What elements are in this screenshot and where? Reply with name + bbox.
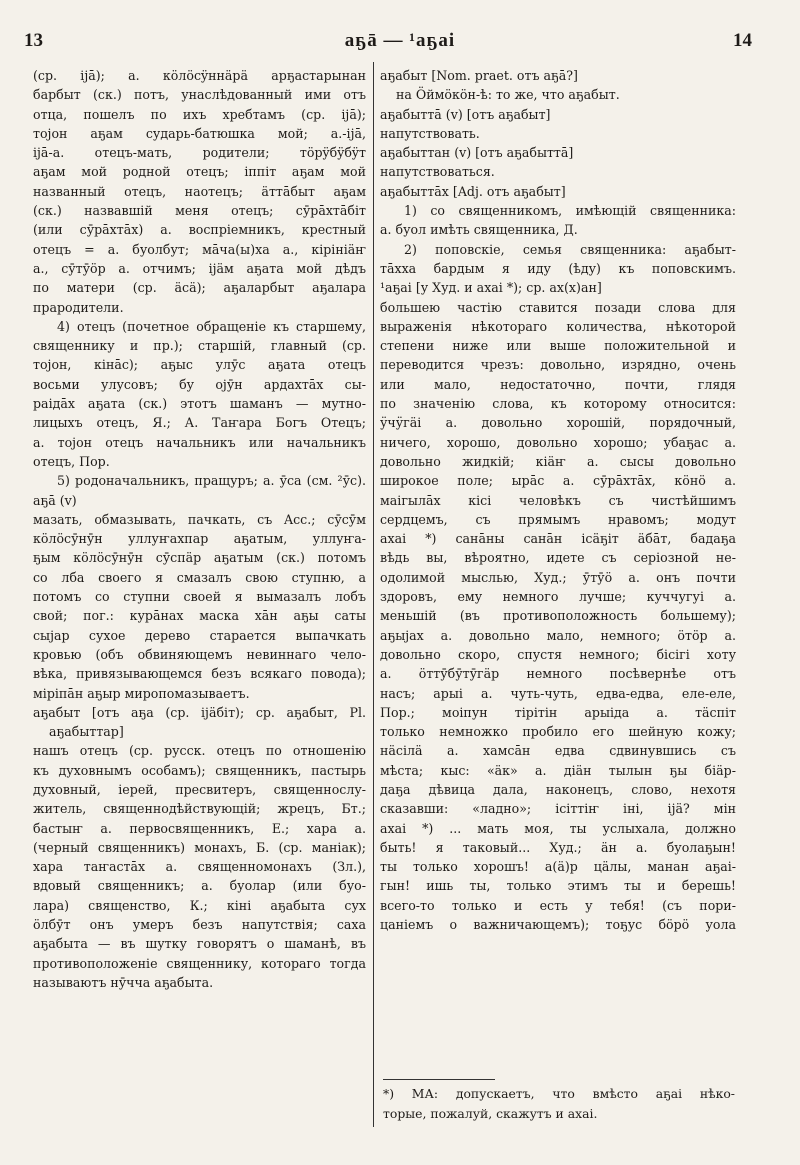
text-line: переводится чрезъ: довольно, изрядно, очень xyxy=(380,357,736,373)
text-line: даҕа дѣвица дала, наконецъ, слово, нехотя xyxy=(380,781,736,797)
text-line: противоположеніе священнику, котораго тогда xyxy=(33,955,366,971)
text-line: степени ниже или выше положительной и xyxy=(380,338,736,354)
text-line: 5) родоначальникъ, пращуръ; а. ӯса (см. ²ӯс). xyxy=(57,473,366,489)
text-line: ӱчӱгäі а. довольно хорошій, порядочный, xyxy=(380,415,736,431)
text-line: а. öттӯбӯтӯгäр немного посѣвернѣе отъ xyxy=(380,666,736,682)
text-line: или мало, недостаточно, почти, глядя xyxy=(380,376,736,392)
text-line: маігылāх кісі человѣкъ съ чистѣйшимъ xyxy=(380,492,736,508)
text-line: хара таҥастāх а. священномонахъ (Зл.), xyxy=(33,859,366,875)
text-line: довольно жидкій; кіäҥ а. сысы довольно xyxy=(380,453,736,469)
text-line: названный отецъ, наотецъ; äттāбыт аҕам xyxy=(33,183,366,199)
text-line: тојон аҕам сударь-батюшка мой; а.-ijā, xyxy=(33,125,366,141)
text-line: мѣста; кыс: «äк» а. діäн тылын ҕы біäр- xyxy=(380,762,736,778)
text-line: аҕам мой родной отецъ; іппіт аҕам мой xyxy=(33,164,366,180)
page-number-left: 13 xyxy=(24,30,43,51)
text-line: житель, священнодѣйствующій; жрецъ, Бт.; xyxy=(33,801,366,817)
text-line: аҕабыта — въ шутку говорятъ о шаманѣ, въ xyxy=(33,936,366,952)
text-line: тојон, кінāс); аҕыс улӯс аҕата отецъ xyxy=(33,357,366,373)
text-line: тāхха бардым я иду (ѣду) къ поповскимъ. xyxy=(380,260,736,276)
text-line: мазать, обмазывать, пачкать, съ Acc.; сӯсӯм xyxy=(33,511,366,527)
text-line: лицыхъ отецъ, Я.; А. Таҥара Богъ Отецъ; xyxy=(33,415,366,431)
text-line: аҕыјах а. довольно мало, немного; öтöр а. xyxy=(380,627,736,643)
text-line: бастыҥ а. первосвященникъ, Е.; хара а. xyxy=(33,820,366,836)
entry-headword-line: аҕабыттāх [Adj. отъ аҕабыт] xyxy=(380,183,566,199)
text-line: отецъ = а. буолбут; мāча(ы)ха а., кірініäҥ xyxy=(33,241,366,257)
text-line: отца, пошелъ по ихъ хребтамъ (ср. ijā); xyxy=(33,106,366,122)
text-line: лара) священство, К.; кіні аҕабыта сух xyxy=(33,897,366,913)
text-line: свой; пог.: курāнах маска хāн аҕы саты xyxy=(33,608,366,624)
entry-headword-line: аҕабыт [отъ аҕа (ср. ijäбіт); ср. аҕабыт, Pl. xyxy=(33,704,366,720)
text-line: *) МА: допускаетъ, что вмѣсто аҕаі нѣко- xyxy=(383,1086,735,1101)
text-line: здоровъ, ему немного лучше; куччугуі а. xyxy=(380,589,736,605)
text-line: одолимой мыслью, Худ.; ӯтӯö а. онъ почти xyxy=(380,569,736,585)
text-line: сердцемъ, съ прямымъ нравомъ; модут xyxy=(380,511,736,527)
text-line: отецъ, Пор. xyxy=(33,453,110,469)
text-line: называютъ нӯчча аҕабыта. xyxy=(33,974,214,990)
text-line: аҕабыттар] xyxy=(49,724,124,740)
text-line: сказавши: «ладно»; ісіттіҥ іні, ijä? мін xyxy=(380,801,736,817)
header-guide-words: аҕā — ¹аҕаі xyxy=(344,30,456,51)
entry-headword-line: аҕабыттан (v) [отъ аҕабыттā] xyxy=(380,145,574,161)
running-header xyxy=(18,30,782,54)
text-line: ахаі *) ... мать моя, ты услыхала, должно xyxy=(380,820,736,836)
text-line: 4) отецъ (почетное обращеніе къ старшему, xyxy=(57,318,366,334)
text-line: ijā-а. отецъ-мать, родители; тöрÿбÿбÿт xyxy=(33,145,366,161)
text-line: 2) поповскіе, семья священника: аҕабыт- xyxy=(404,241,736,257)
text-line: по матери (ср. äсä); аҕаларбыт аҕалара xyxy=(33,280,366,296)
text-line: нашъ отецъ (ср. русск. отецъ по отношенію xyxy=(33,743,366,759)
text-line: 1) со священникомъ, имѣющій священника: xyxy=(404,203,736,219)
text-line: быть! я таковый... Худ.; äн а. буолаҕын! xyxy=(380,839,736,855)
text-line: всего-то только и есть у тебя! (съ пори- xyxy=(380,897,736,913)
text-line: прародители. xyxy=(33,299,124,315)
text-line: міріпāн аҕыр миропомазываетъ. xyxy=(33,685,250,701)
text-line: раідāх аҕата (ск.) этотъ шаманъ — мутно- xyxy=(33,396,366,412)
text-line: ахаі *) санāны санāн ісäҕіт äбāт, бадаҕа xyxy=(380,531,736,547)
text-line: цаніемъ о важничающемъ); тоҕус бöрö уола xyxy=(380,917,736,933)
text-line: а. буол имѣть священника, Д. xyxy=(380,222,578,238)
text-line: торые, пожалуй, скажутъ и ахаі. xyxy=(383,1106,598,1121)
text-line: меньшій (въ противоположность большему); xyxy=(380,608,736,624)
footnote-rule xyxy=(383,1079,495,1080)
text-line: сыјар сухое дерево старается выпачкать xyxy=(33,627,366,643)
text-line: а. тојон отецъ начальникъ или начальникъ xyxy=(33,434,366,450)
text-line: восьми улусовъ; бу ојӯн ардахтāх сы- xyxy=(33,376,366,392)
text-line: (ск.) назвавшій меня отецъ; сӯрāхтāбіт xyxy=(33,203,366,219)
text-line: духовный, іерей, пресвитеръ, священнослу- xyxy=(33,781,366,797)
text-line: вдовый священникъ; а. буолар (или буо- xyxy=(33,878,366,894)
entry-headword-line: аҕā (v) xyxy=(33,492,77,508)
text-line: большею частію ставится позади слова для xyxy=(380,299,736,315)
entry-headword-line: аҕабыт [Nom. praet. отъ аҕā?] xyxy=(380,68,578,83)
page-number-right: 14 xyxy=(733,30,752,51)
entry-headword-line: аҕабыттā (v) [отъ аҕабыт] xyxy=(380,106,551,122)
text-line: только немножко пробило его шейную кожу; xyxy=(380,724,736,740)
text-line: къ духовнымъ особамъ); священникъ, пастырь xyxy=(33,762,366,778)
text-line: öлбӯт онъ умеръ безъ напутствія; саха xyxy=(33,917,366,933)
text-line: напутствоваться. xyxy=(380,164,495,180)
text-line: вѣка, привязывающемся безъ всякаго повода); xyxy=(33,666,366,682)
text-line: ҕым кöлöсӯнӯн сӯспäр аҕатым (ск.) потомъ xyxy=(33,550,366,566)
text-line: барбыт (ск.) потъ, унаслѣдованный ими отъ xyxy=(33,87,366,103)
text-line: довольно скоро, спустя немного; бісігі хоту xyxy=(380,646,736,662)
column-divider xyxy=(373,62,374,1127)
text-line: Пор.; моіпун тірітін арыіда а. тäспіт xyxy=(380,704,736,720)
text-line: кöлöсӯнӯн уллуҥахпар аҕатым, уллуҥа- xyxy=(33,531,366,547)
right-column xyxy=(380,66,736,934)
text-line: по значенію слова, къ которому относится: xyxy=(380,396,736,412)
text-line: (ср. ijā); а. кöлöсÿннäрä арҕастарынан xyxy=(33,68,366,83)
text-line: кровью (объ обвиняющемъ невиннаго чело- xyxy=(33,646,366,662)
text-line: вѣдь вы, вѣроятно, идете съ серіозной не- xyxy=(380,550,736,566)
text-line: ничего, хорошо, довольно хорошо; убаҕас а. xyxy=(380,434,736,450)
text-line: на Öймöкöн-ѣ: то же, что аҕабыт. xyxy=(396,87,620,103)
text-line: выраженія нѣкотораго количества, нѣкоторой xyxy=(380,318,736,334)
text-line: (черный священникъ) монахъ, Б. (ср. маніак); xyxy=(33,839,366,855)
footnote xyxy=(383,1084,735,1124)
text-line: священнику и пр.); старшій, главный (ср. xyxy=(33,338,366,354)
text-line: широкое поле; ырāс а. сӯрāхтāх, кöнö а. xyxy=(380,473,736,489)
text-line: насъ; арыі а. чуть-чуть, едва-едва, еле-еле, xyxy=(380,685,736,701)
text-line: гын! ишь ты, только этимъ ты и берешь! xyxy=(380,878,736,894)
text-line: напутствовать. xyxy=(380,125,480,141)
text-line: нäсілä а. хамсāн едва сдвинувшись съ xyxy=(380,743,736,759)
text-line: а., сӯтӯöр а. отчимъ; ijäм аҕата мой дѣдъ xyxy=(33,260,366,276)
text-line: (или сӯрāхтāх) а. воспріемникъ, крестный xyxy=(33,222,366,238)
text-line: со лба своего я смазалъ свою ступню, а xyxy=(33,569,366,585)
left-column xyxy=(33,66,366,992)
text-line: потомъ со ступни своей я вымазалъ лобъ xyxy=(33,589,366,605)
entry-headword-line: ¹аҕаі [у Худ. и ахаі *); ср. ах(х)ан] xyxy=(380,280,602,296)
text-line: ты только хорошъ! а(ä)р цäлы, манан аҕаі- xyxy=(380,859,736,875)
